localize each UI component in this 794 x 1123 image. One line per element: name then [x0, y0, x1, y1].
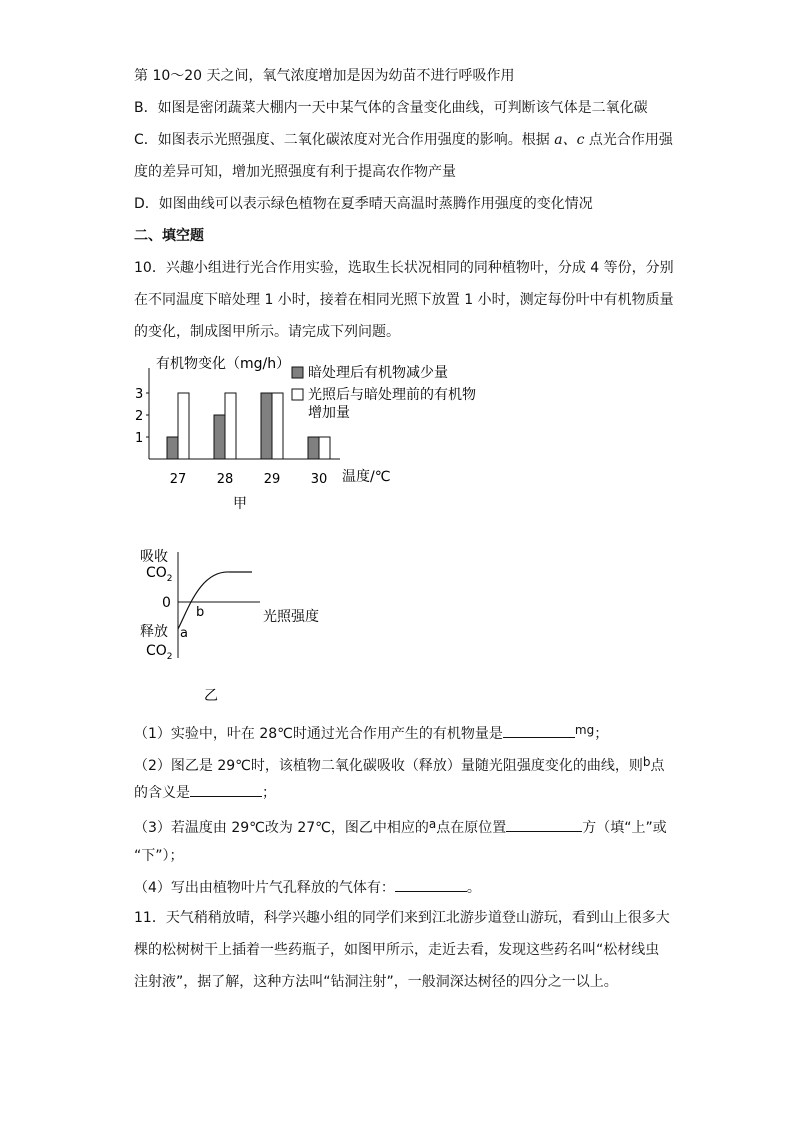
co2-subscript: 2 [166, 652, 173, 662]
section-title: 二、填空题 [134, 228, 204, 244]
question-3-point: a [428, 817, 437, 831]
y-tick-label: 2 [135, 409, 144, 424]
point-a-label: a [180, 626, 188, 641]
question-10-line3: 的变化，制成图甲所示。请完成下列问题。 [134, 324, 400, 340]
option-c-points: a、c [554, 132, 585, 148]
question-4 [134, 877, 481, 898]
question-2-line1 [134, 752, 665, 776]
bar-29-series-1 [261, 393, 272, 459]
bar-29-series-2 [272, 393, 283, 459]
x-axis-label: 光照强度 [263, 609, 319, 625]
chart-title: 有机物变化（mg/h） [156, 356, 291, 372]
question-2-meaning: 的含义是 [134, 785, 190, 801]
bar-27-series-2 [178, 393, 189, 459]
question-2-end: ； [262, 785, 276, 801]
answer-blank-1[interactable] [503, 723, 575, 738]
option-b: B．如图是密闭蔬菜大棚内一天中某气体的含量变化曲线，可判断该气体是二氧化碳 [134, 100, 648, 116]
x-axis-label: 温度/℃ [342, 469, 391, 485]
y-label-release-co2 [146, 643, 173, 662]
point-b-label: b [196, 605, 205, 620]
question-2-point: b [642, 755, 651, 769]
option-a-continuation: 第 10～20 天之间，氧气浓度增加是因为幼苗不进行呼吸作用 [134, 68, 515, 84]
option-c-text-end: 点光合作用强 [584, 132, 673, 148]
question-10-line2: 在不同温度下暗处理 1 小时，接着在相同光照下放置 1 小时，测定每份叶中有机物质量 [134, 292, 674, 308]
question-11-line1: 11．天气稍稍放晴，科学兴趣小组的同学们来到江北游步道登山游玩，看到山上很多大 [134, 910, 670, 926]
co2-subscript: 2 [166, 574, 173, 584]
option-c-line1 [134, 130, 673, 150]
y-tick-label: 1 [135, 431, 144, 446]
y-label-release: 释放 [140, 624, 168, 640]
co2-curve [178, 572, 252, 629]
question-2-text-end: 点 [650, 758, 665, 774]
y-label-absorb-co2 [146, 565, 173, 584]
question-1-end: ； [594, 726, 609, 742]
question-1-text: （1）实验中，叶在 28℃时通过光合作用产生的有机物量是 [134, 726, 503, 742]
option-c-text: C．如图表示光照强度、二氧化碳浓度对光合作用强度的影响。根据 [134, 132, 555, 148]
bar-chart-jia [130, 350, 530, 520]
question-3-line2: “下”）； [134, 848, 184, 864]
question-11-line2: 棵的松树树干上插着一些药瓶子，如图甲所示，走近去看，发现这些药名叫“松材线虫 [134, 942, 660, 958]
line-chart-yi [130, 540, 370, 710]
question-2-line2 [134, 782, 276, 803]
question-3-line1 [134, 814, 667, 838]
bar-30-series-1 [308, 437, 319, 459]
question-3-text: （3）若温度由 29℃改为 27℃，图乙中相应的 [134, 820, 429, 836]
bar-28-series-1 [214, 415, 225, 459]
question-2-text: （2）图乙是 29℃时，该植物二氧化碳吸收（释放）量随光阻强度变化的曲线，则 [134, 758, 643, 774]
question-1-unit: mg [574, 723, 595, 737]
legend-dark-label: 暗处理后有机物减少量 [308, 365, 448, 381]
answer-blank-4[interactable] [395, 877, 467, 892]
x-tick-label: 30 [310, 472, 328, 487]
zero-label: 0 [162, 595, 171, 611]
question-11-line3: 注射液”，据了解，这种方法叫“钻洞注射”，一般洞深达树径的四分之一以上。 [134, 974, 618, 990]
chart-caption: 甲 [233, 496, 247, 512]
question-4-end: 。 [466, 880, 481, 896]
question-3-text-mid: 点在原位置 [436, 820, 507, 836]
legend-light-label-line1: 光照后与暗处理前的有机物 [308, 387, 476, 403]
legend-swatch-light [292, 389, 303, 400]
y-tick-label: 3 [135, 387, 144, 402]
chart-caption: 乙 [204, 688, 218, 704]
question-4-text: （4）写出由植物叶片气孔释放的气体有： [134, 880, 395, 896]
legend-swatch-dark [292, 367, 303, 378]
question-10-line1: 10．兴趣小组进行光合作用实验，选取生长状况相同的同种植物叶，分成 4 等份，分别 [134, 260, 674, 276]
option-d: D．如图曲线可以表示绿色植物在夏季晴天高温时蒸腾作用强度的变化情况 [134, 196, 593, 212]
question-1 [134, 720, 608, 744]
y-label-absorb: 吸收 [140, 549, 168, 565]
question-3-text-end: 方（填“上”或 [582, 820, 667, 836]
x-tick-label: 28 [216, 472, 234, 487]
bar-28-series-2 [225, 393, 236, 459]
co2-text: CO [146, 565, 167, 581]
bar-30-series-2 [319, 437, 330, 459]
option-c-line2: 度的差异可知，增加光照强度有利于提高农作物产量 [134, 164, 456, 180]
legend-light-label-line2: 增加量 [308, 405, 350, 421]
co2-text: CO [146, 643, 167, 659]
bar-27-series-1 [167, 437, 178, 459]
x-tick-label: 27 [169, 472, 187, 487]
answer-blank-3[interactable] [506, 817, 582, 832]
answer-blank-2[interactable] [190, 782, 262, 797]
x-tick-label: 29 [263, 472, 281, 487]
